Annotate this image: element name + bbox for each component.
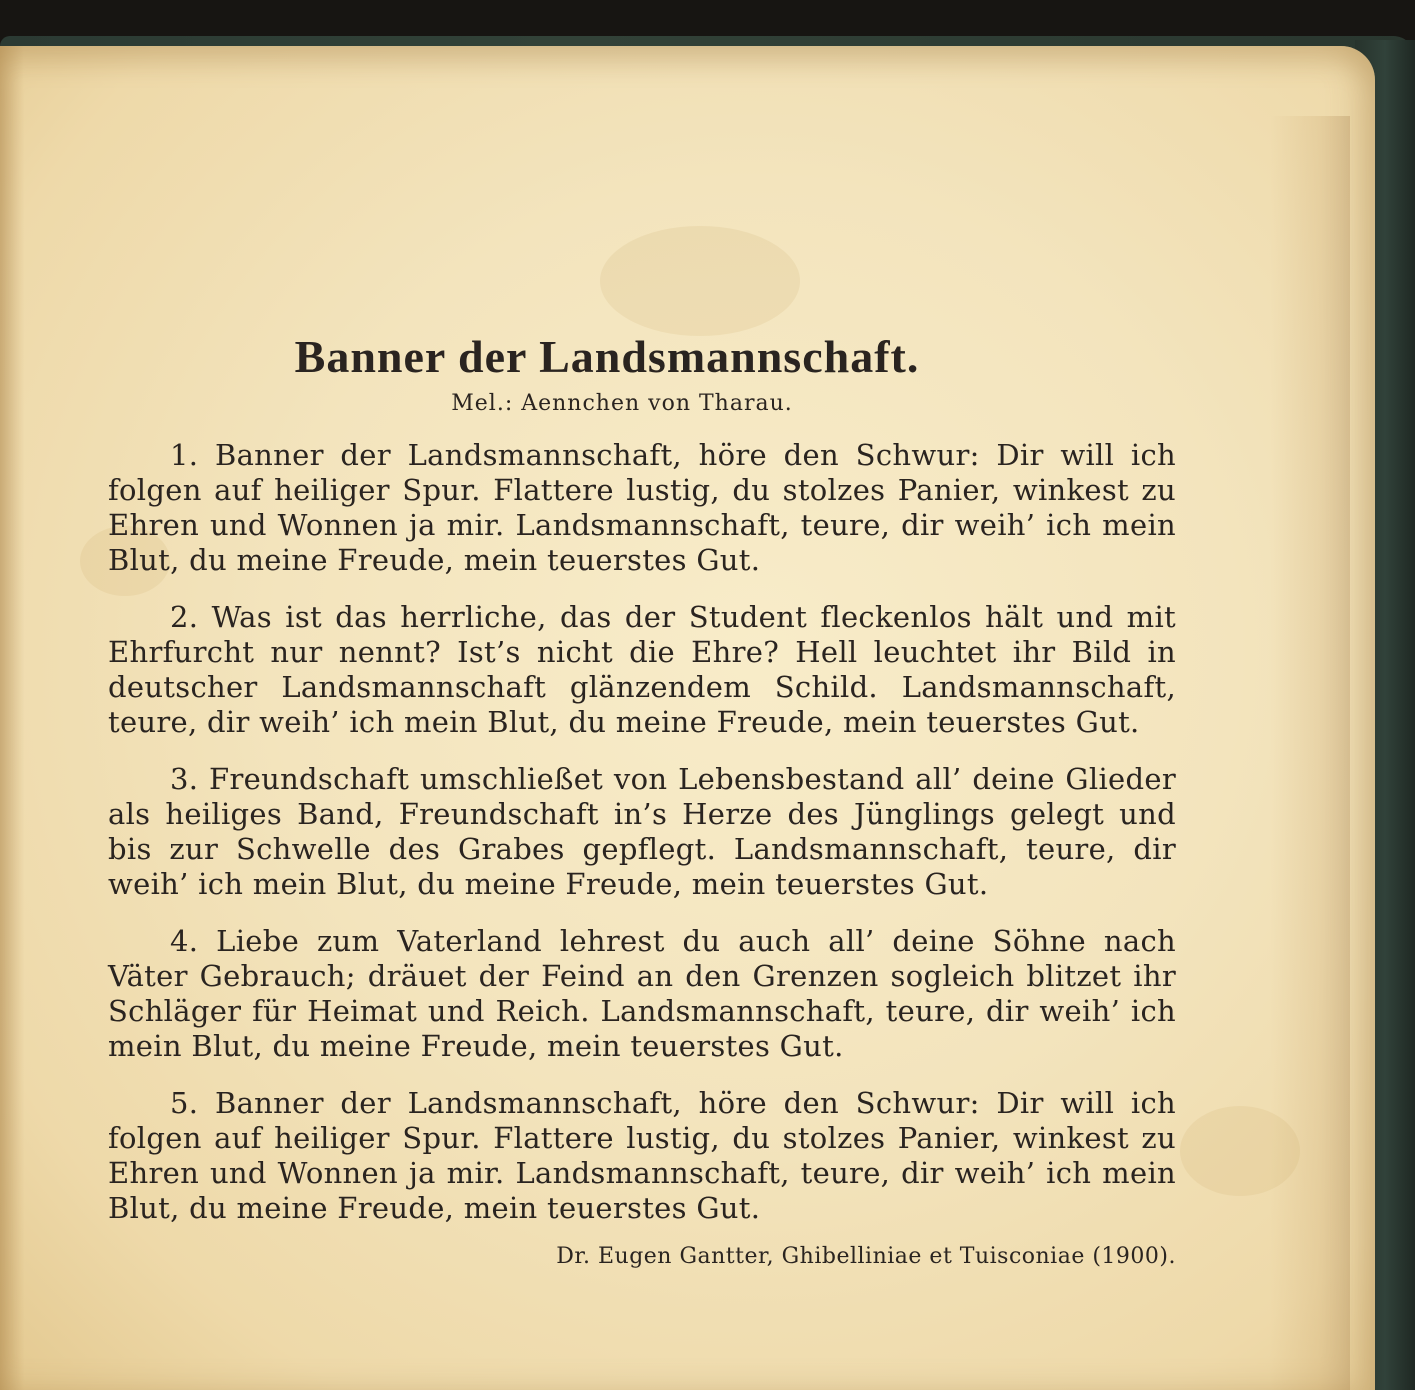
song-title: Banner der Landsmannschaft. xyxy=(294,331,920,382)
page-edge-shadow xyxy=(1270,116,1350,1390)
verse-2: 2. Was ist das herrliche, das der Student fleckenlos hält und mit Ehrfurcht nur nennt? Ist’s nicht die Ehre? Hell leuchtet ihr Bild in deutscher Landsmannschaft glänzendem Schild. Landsmannschaft, teure, dir weih’ ich mein Blut, du meine Freude, mein teuerstes Gut. xyxy=(108,600,1176,739)
verse-5: 5. Banner der Landsmannschaft, höre den Schwur: Dir will ich folgen auf heiliger Spur. Flattere lustig, du stolzes Panier, winkest zu Ehren und Wonnen ja mir. Landsmannschaft, teure, dir weih’ ich mein Blut, du meine Freude, mein teuerstes Gut. xyxy=(108,1086,1176,1225)
author-signature: Dr. Eugen Gantter, Ghibelliniae et Tuisconiae (1900). xyxy=(556,1244,1176,1269)
verse-1: 1. Banner der Landsmannschaft, höre den Schwur: Dir will ich folgen auf heiliger Spur. Flattere lustig, du stolzes Panier, winkest zu Ehren und Wonnen ja mir. Landsmannschaft, teure, dir weih’ ich mein Blut, du meine Freude, mein teuerstes Gut. xyxy=(108,438,1176,577)
song-text xyxy=(108,330,1176,1269)
paper-stain xyxy=(1180,1106,1300,1196)
verse-4: 4. Liebe zum Vaterland lehrest du auch all’ deine Söhne nach Väter Gebrauch; dräuet der Feind an den Grenzen sogleich blitzet ihr Schläger für Heimat und Reich. Landsmannschaft, teure, dir weih’ ich mein Blut, du meine Freude, mein teuerstes Gut. xyxy=(108,924,1176,1063)
melody-note: Mel.: Aennchen von Tharau. xyxy=(451,391,793,416)
paper-stain xyxy=(600,226,800,336)
verse-3: 3. Freundschaft umschließet von Lebensbestand all’ deine Glieder als heiliges Band, Freundschaft in’s Herze des Jünglings gelegt und bis zur Schwelle des Grabes gepflegt. Landsmannschaft, teure, dir weih’ ich mein Blut, du meine Freude, mein teuerstes Gut. xyxy=(108,762,1176,901)
